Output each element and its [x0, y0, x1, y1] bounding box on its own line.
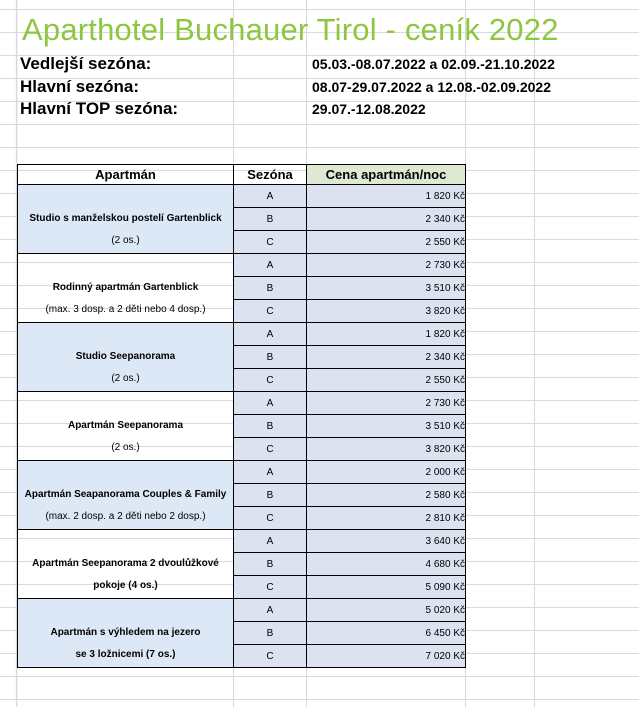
- apartment-name-line: (max. 3 dosp. a 2 děti nebo 4 dosp.): [45, 304, 206, 315]
- season-cell: B: [234, 346, 307, 369]
- table-row: [18, 323, 466, 346]
- price-cell: 1 820 Kč: [307, 185, 466, 208]
- price-cell: 2 730 Kč: [307, 392, 466, 415]
- apartment-name-line: Rodinný apartmán Gartenblick: [52, 282, 199, 293]
- season-cell: A: [234, 185, 307, 208]
- season-label: Vedlejší sezóna:: [20, 54, 152, 73]
- header-season: Sezóna: [234, 165, 307, 185]
- price-table: [17, 164, 466, 668]
- season-cell: B: [234, 553, 307, 576]
- apartment-name-cell: [18, 392, 234, 461]
- apartment-name-line: [18, 531, 233, 553]
- price-cell: 2 340 Kč: [307, 346, 466, 369]
- price-cell: 2 550 Kč: [307, 231, 466, 254]
- season-cell: B: [234, 622, 307, 645]
- season-cell: C: [234, 576, 307, 599]
- apartment-name-cell: [18, 254, 234, 323]
- apartment-name-line: Apartmán Seapanorama Couples & Family: [24, 489, 227, 500]
- season-cell: C: [234, 231, 307, 254]
- price-cell: 2 340 Kč: [307, 208, 466, 231]
- price-cell: 2 550 Kč: [307, 369, 466, 392]
- season-cell: A: [234, 461, 307, 484]
- header-apartment: Apartmán: [18, 165, 234, 185]
- season-cell: B: [234, 415, 307, 438]
- season-cell: C: [234, 438, 307, 461]
- table-row: [18, 461, 466, 484]
- table-row: [18, 392, 466, 415]
- price-cell: 6 450 Kč: [307, 622, 466, 645]
- apartment-name-line: [18, 324, 233, 346]
- season-cell: A: [234, 323, 307, 346]
- season-cell: A: [234, 254, 307, 277]
- apartment-name-line: se 3 ložnicemi (7 os.): [75, 649, 176, 660]
- season-dates: 05.03.-08.07.2022 a 02.09.-21.10.2022: [312, 56, 555, 72]
- season-label: Hlavní sezóna:: [20, 77, 140, 96]
- season-cell: A: [234, 392, 307, 415]
- season-row: [20, 99, 620, 121]
- season-cell: C: [234, 507, 307, 530]
- page-title: Aparthotel Buchauer Tirol - ceník 2022: [22, 12, 559, 47]
- price-cell: 3 510 Kč: [307, 415, 466, 438]
- apartment-name-line: (max. 2 dosp. a 2 děti nebo 2 dosp.): [45, 511, 206, 522]
- price-cell: 2 810 Kč: [307, 507, 466, 530]
- price-cell: 3 510 Kč: [307, 277, 466, 300]
- apartment-name-line: Studio s manželskou postelí Gartenblick: [29, 213, 222, 224]
- apartment-name-cell: [18, 461, 234, 530]
- season-cell: B: [234, 208, 307, 231]
- season-cell: C: [234, 300, 307, 323]
- season-cell: C: [234, 369, 307, 392]
- season-cell: C: [234, 645, 307, 668]
- price-cell: 3 820 Kč: [307, 300, 466, 323]
- header-price: Cena apartmán/noc: [307, 165, 466, 185]
- apartment-name-line: (2 os.): [111, 373, 140, 384]
- season-cell: B: [234, 277, 307, 300]
- season-dates: 08.07-29.07.2022 a 12.08.-02.09.2022: [312, 79, 551, 95]
- table-header-row: [18, 165, 466, 185]
- apartment-name-line: [18, 462, 233, 484]
- table-row: [18, 530, 466, 553]
- table-row: [18, 185, 466, 208]
- price-cell: 1 820 Kč: [307, 323, 466, 346]
- price-cell: 2 580 Kč: [307, 484, 466, 507]
- apartment-name-line: [18, 393, 233, 415]
- price-cell: 5 090 Kč: [307, 576, 466, 599]
- season-row: [20, 54, 620, 76]
- apartment-name-line: Apartmán Seepanorama: [67, 420, 184, 431]
- season-dates: 29.07.-12.08.2022: [312, 101, 426, 117]
- apartment-name-cell: [18, 323, 234, 392]
- season-cell: B: [234, 484, 307, 507]
- apartment-name-line: Studio Seepanorama: [75, 351, 176, 362]
- price-cell: 2 730 Kč: [307, 254, 466, 277]
- season-cell: A: [234, 530, 307, 553]
- apartment-name-line: [18, 255, 233, 277]
- season-cell: A: [234, 599, 307, 622]
- table-row: [18, 254, 466, 277]
- season-label: Hlavní TOP sezóna:: [20, 99, 179, 118]
- apartment-name-line: (2 os.): [111, 442, 140, 453]
- apartment-name-cell: [18, 530, 234, 599]
- apartment-name-line: pokoje (4 os.): [93, 580, 158, 591]
- apartment-name-line: Apartmán Seepanorama 2 dvoulůžkové: [32, 558, 219, 569]
- price-cell: 3 820 Kč: [307, 438, 466, 461]
- apartment-name-line: [18, 600, 233, 622]
- price-cell: 7 020 Kč: [307, 645, 466, 668]
- price-cell: 3 640 Kč: [307, 530, 466, 553]
- price-cell: 5 020 Kč: [307, 599, 466, 622]
- apartment-name-line: (2 os.): [111, 235, 140, 246]
- price-cell: 2 000 Kč: [307, 461, 466, 484]
- price-cell: 4 680 Kč: [307, 553, 466, 576]
- apartment-name-line: Apartmán s výhledem na jezero: [50, 627, 201, 638]
- apartment-name-cell: [18, 185, 234, 254]
- table-row: [18, 599, 466, 622]
- apartment-name-line: [18, 186, 233, 208]
- apartment-name-cell: [18, 599, 234, 668]
- season-row: [20, 77, 620, 99]
